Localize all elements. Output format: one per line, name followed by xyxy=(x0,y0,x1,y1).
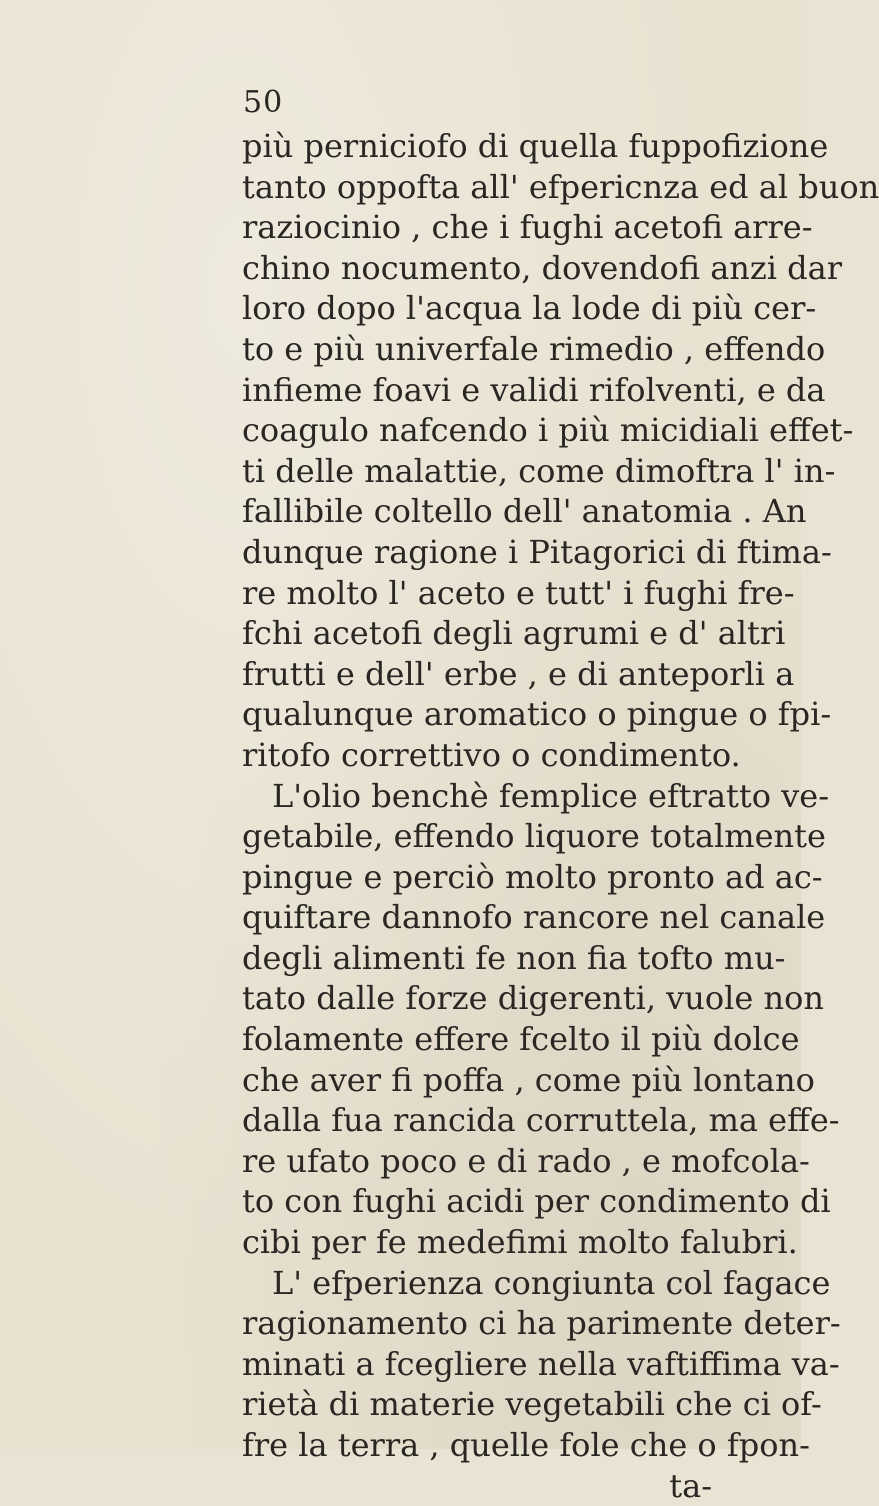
text-line: fallibile coltello dell' anatomia . An xyxy=(242,492,807,531)
text-line: folamente effere fcelto il più dolce xyxy=(242,1020,800,1059)
text-line: chino nocumento, dovendofi anzi dar xyxy=(242,248,843,287)
text-line: fchi acetofi degli agrumi e d' altri xyxy=(242,614,786,653)
paragraph-start-line: L'olio benchè femplice eftratto ve- xyxy=(272,776,829,815)
text-line: pingue e perciò molto pronto ad ac- xyxy=(242,857,823,896)
text-line: ti delle malattie, come dimoftra l' in- xyxy=(242,451,836,490)
text-line: to con fughi acidi per condimento di xyxy=(242,1182,831,1221)
text-line: fre la terra , quelle fole che o fpon- xyxy=(242,1426,810,1464)
text-line: raziocinio , che i fughi acetofi arre- xyxy=(242,208,813,247)
text-line: che aver fi poffa , come più lontano xyxy=(242,1060,815,1099)
text-line: ritofo correttivo o condimento. xyxy=(242,735,741,774)
text-line: rietà di materie vegetabili che ci of- xyxy=(242,1385,822,1424)
text-line: to e più univerfale rimedio , effendo xyxy=(242,329,826,368)
text-line: loro dopo l'acqua la lode di più cer- xyxy=(242,289,817,328)
text-line: coagulo nafcendo i più micidiali effet- xyxy=(242,411,854,450)
text-line: qualunque aromatico o pingue o fpi- xyxy=(242,695,832,734)
text-line: re molto l' aceto e tutt' i fughi fre- xyxy=(242,573,795,612)
text-line: più perniciofo di quella fuppofizione xyxy=(242,127,829,165)
body-text xyxy=(242,126,879,1506)
page-number: 50 xyxy=(243,85,284,120)
text-line: tato dalle forze digerenti, vuole non xyxy=(242,979,824,1018)
catchword: ta- xyxy=(669,1466,712,1505)
text-line: tanto oppofta all' efpericnza ed al buon xyxy=(242,167,879,206)
text-line: quiftare dannofo rancore nel canale xyxy=(242,898,826,937)
paragraph-start-line: L' efperienza congiunta col fagace xyxy=(272,1263,831,1302)
text-line: dunque ragione i Pitagorici di ftima- xyxy=(242,532,832,571)
text-line: dalla fua rancida corruttela, ma effe- xyxy=(242,1101,840,1140)
text-line: cibi per fe medefimi molto falubri. xyxy=(242,1223,798,1262)
text-line: ragionamento ci ha parimente deter- xyxy=(242,1304,841,1343)
text-line: infieme foavi e validi rifolventi, e da xyxy=(242,370,826,409)
text-line: minati a fcegliere nella vaftiffima va- xyxy=(242,1344,840,1383)
text-line: getabile, effendo liquore totalmente xyxy=(242,817,826,856)
text-line: re ufato poco e di rado , e mofcola- xyxy=(242,1141,810,1180)
text-line: degli alimenti fe non fia tofto mu- xyxy=(242,938,786,977)
text-line: frutti e dell' erbe , e di anteporli a xyxy=(242,654,795,693)
